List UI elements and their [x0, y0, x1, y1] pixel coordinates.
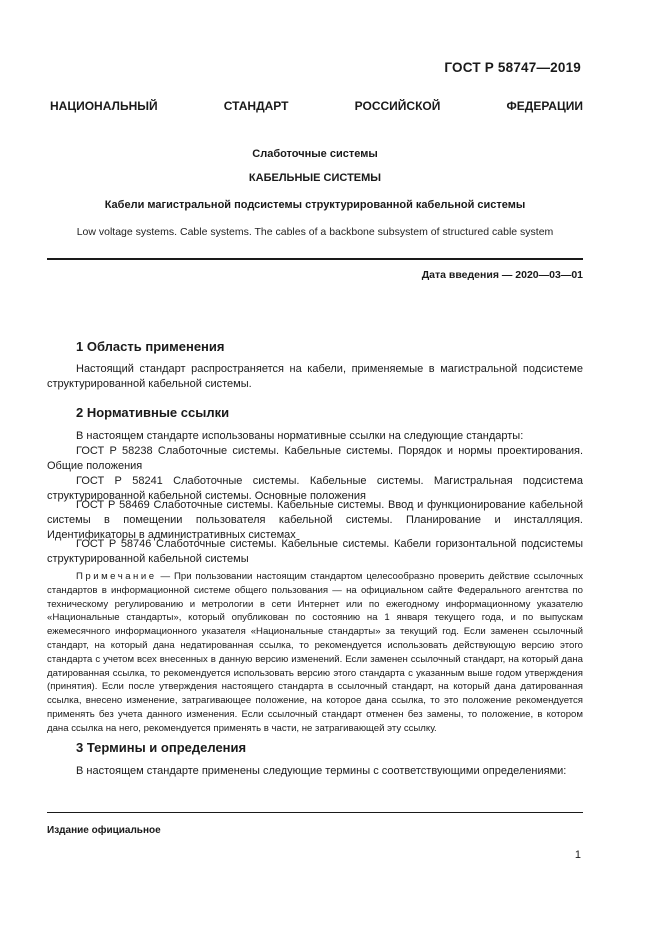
- reference-item: ГОСТ Р 58746 Слаботочные системы. Кабельные системы. Кабели горизонтальной подсистемы структурированной кабельной системы: [47, 538, 583, 565]
- page-number: 1: [574, 849, 581, 861]
- section-2-note: Примечание — При пользовании настоящим стандартом целесообразно проверить действие ссылочных стандартов в информационной системе общего пользования — на официальном сайте Федерального агентства по техническому регулированию и метрологии в сети Интернет или по ежегодному информационному указателю «Национальные стандарты», который опубликован по состоянию на 1 января текущего года, и по выпускам ежемесячного информационного указателя «Национальные стандарты» за текущий год. Если заменен ссылочный стандарт, на который дана недатированная ссылка, то рекомендуется использовать действующую версию этого стандарта с учетом всех внесенных в данную версию изменений. Если заменен ссылочный стандарт, на который дана датированная ссылка, то рекомендуется использовать версию этого стандарта с указанным выше годом утверждения (принятия). Если после утверждения настоящего стандарта в ссылочный стандарт, на который дана датированная ссылка, внесено изменение, затрагивающее положение, на которое дана ссылка, то это положение рекомендуется применять без учета данного изменения. Если ссылочный стандарт отменен без замены, то положение, в котором дана ссылка на него, рекомендуется применять в части, не затрагивающей эту ссылку.: [47, 571, 583, 734]
- english-title: Low voltage systems. Cable systems. The cables of a backbone subsystem of structured cable system: [76, 226, 554, 238]
- main-title: КАБЕЛЬНЫЕ СИСТЕМЫ: [248, 172, 382, 184]
- official-edition-label: Издание официальное: [47, 825, 161, 836]
- section-3-text: В настоящем стандарте применены следующие термины с соответствующими определениями:: [76, 765, 567, 777]
- reference-item: ГОСТ Р 58241 Слаботочные системы. Кабельные системы. Магистральная подсистема структурированной кабельной системы. Основные положения: [47, 475, 583, 502]
- section-2-heading: 2 Нормативные ссылки: [76, 405, 230, 420]
- subtitle: Кабели магистральной подсистемы структурированной кабельной системы: [104, 199, 526, 211]
- national-standard-banner: НАЦИОНАЛЬНЫЙ СТАНДАРТ РОССИЙСКОЙ ФЕДЕРАЦИИ: [50, 99, 583, 113]
- introduction-date: Дата введения — 2020—03—01: [421, 269, 583, 281]
- section-2-intro: В настоящем стандарте использованы нормативные ссылки на следующие стандарты:: [76, 430, 524, 442]
- reference-item: ГОСТ Р 58238 Слаботочные системы. Кабельные системы. Порядок и нормы проектирования. Общие положения: [47, 445, 583, 472]
- supertitle: Слаботочные системы: [252, 148, 378, 160]
- document-code: ГОСТ Р 58747—2019: [444, 60, 581, 75]
- note-label: Примечание: [76, 571, 157, 582]
- section-1-heading: 1 Область применения: [76, 339, 225, 354]
- footer-divider: [47, 812, 583, 813]
- section-3-heading: 3 Термины и определения: [76, 740, 247, 755]
- title-divider: [47, 258, 583, 260]
- reference-item: ГОСТ Р 58469 Слаботочные системы. Кабельные системы. Ввод и функционирование кабельной системы в помещении пользователя кабельной системы. Планирование и инсталляция. Идентификаторы в административных системах: [47, 499, 583, 541]
- section-1-text: Настоящий стандарт распространяется на кабели, применяемые в магистральной подсистеме структурированной кабельной системы.: [47, 363, 583, 390]
